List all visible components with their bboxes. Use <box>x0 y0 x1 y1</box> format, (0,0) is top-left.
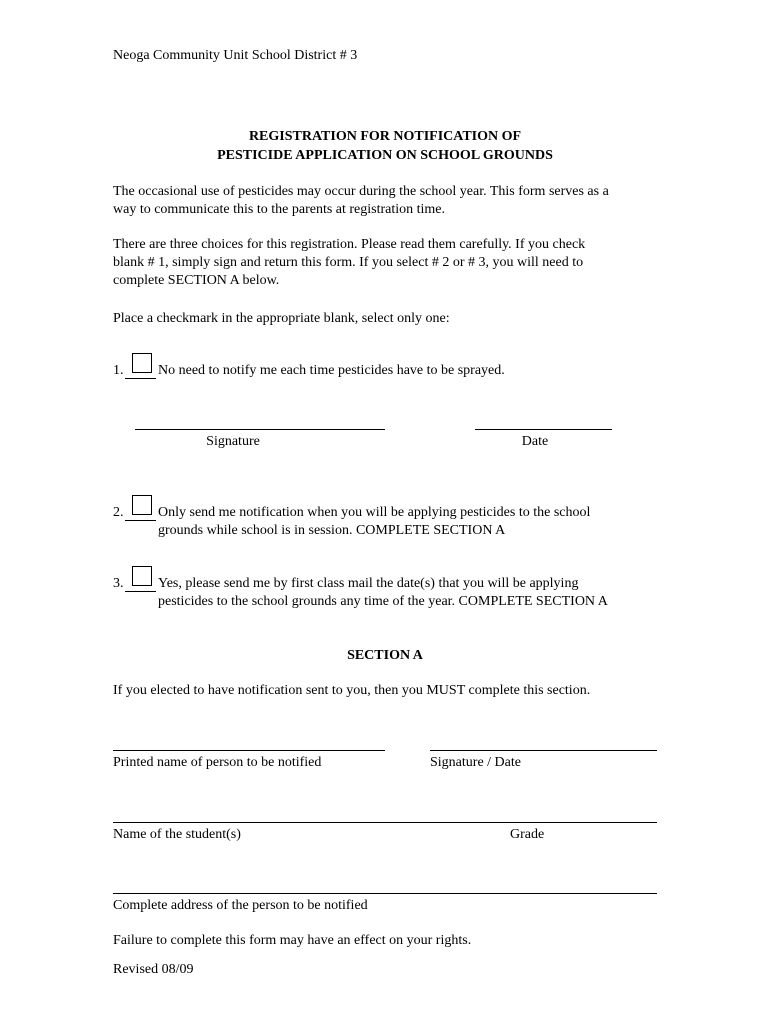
signature-date-label: Signature / Date <box>430 755 521 770</box>
option-2-text-cont: grounds while school is in session. COMPLETE SECTION A <box>158 523 506 538</box>
form-title-line2: PESTICIDE APPLICATION ON SCHOOL GROUNDS <box>217 148 553 163</box>
intro-paragraph-line: way to communicate this to the parents at registration time. <box>113 202 446 217</box>
option-3-text-cont: pesticides to the school grounds any time of the year. COMPLETE SECTION A <box>158 594 608 609</box>
intro-paragraph-line: The occasional use of pesticides may occur during the school year. This form serves as a <box>113 184 609 199</box>
instructions-paragraph-line: There are three choices for this registration. Please read them carefully. If you check <box>113 237 586 252</box>
option-2-blank <box>125 520 156 521</box>
option-3-number: 3. <box>113 576 124 591</box>
address-field[interactable] <box>113 893 657 894</box>
revision-date: Revised 08/09 <box>113 962 194 977</box>
option-1-signature-field[interactable] <box>135 429 385 430</box>
option-1-blank <box>125 378 156 379</box>
date-label: Date <box>521 434 549 449</box>
grade-label: Grade <box>510 827 545 842</box>
form-title-line1: REGISTRATION FOR NOTIFICATION OF <box>248 129 522 144</box>
student-name-grade-field[interactable] <box>113 822 657 823</box>
section-a-heading: SECTION A <box>347 648 423 663</box>
printed-name-field[interactable] <box>113 750 385 751</box>
signature-date-field[interactable] <box>430 750 657 751</box>
option-1-date-field[interactable] <box>475 429 612 430</box>
option-2-text: Only send me notification when you will be applying pesticides to the school <box>158 505 591 520</box>
option-1-number: 1. <box>113 363 124 378</box>
instructions-paragraph-line: complete SECTION A below. <box>113 273 280 288</box>
instructions-paragraph-line: blank # 1, simply sign and return this form. If you select # 2 or # 3, you will need to <box>113 255 584 270</box>
option-2-checkbox[interactable] <box>132 495 152 515</box>
option-3-blank <box>125 591 156 592</box>
option-1-text: No need to notify me each time pesticides have to be sprayed. <box>158 363 505 378</box>
rights-warning: Failure to complete this form may have an effect on your rights. <box>113 933 472 948</box>
section-a-instruction: If you elected to have notification sent to you, then you MUST complete this section. <box>113 683 591 698</box>
checkmark-instruction: Place a checkmark in the appropriate blank, select only one: <box>113 311 450 326</box>
signature-label: Signature <box>206 434 260 449</box>
option-1-checkbox[interactable] <box>132 353 152 373</box>
option-3-checkbox[interactable] <box>132 566 152 586</box>
option-3-text: Yes, please send me by first class mail the date(s) that you will be applying <box>158 576 579 591</box>
student-name-label: Name of the student(s) <box>113 827 241 842</box>
address-label: Complete address of the person to be notified <box>113 898 368 913</box>
district-name: Neoga Community Unit School District # 3 <box>113 48 358 63</box>
option-2-number: 2. <box>113 505 124 520</box>
printed-name-label: Printed name of person to be notified <box>113 755 322 770</box>
